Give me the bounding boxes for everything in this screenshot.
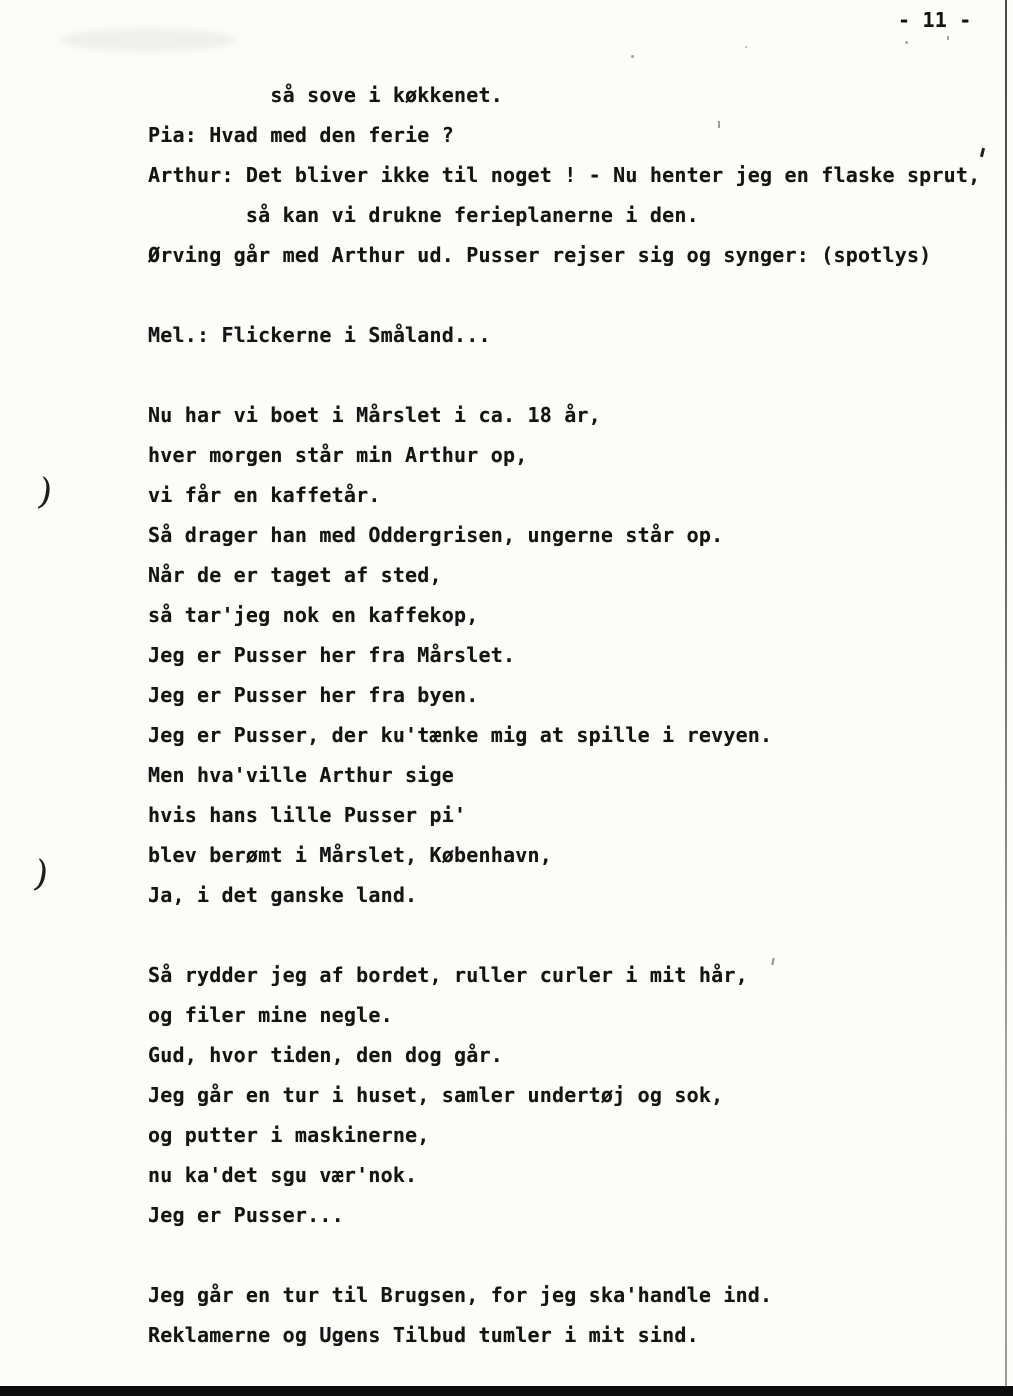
text-line: Jeg går en tur i huset, samler undertøj og sok, — [148, 1083, 724, 1107]
handwritten-paren-mark: ) — [34, 471, 56, 514]
text-line: Jeg er Pusser her fra byen. — [148, 683, 479, 707]
text-line: Ja, i det ganske land. — [148, 883, 418, 907]
text-line: Reklamerne og Ugens Tilbud tumler i mit sind. — [148, 1323, 699, 1347]
scan-speck — [905, 41, 908, 44]
scan-bottom-band — [0, 1386, 1013, 1396]
text-line: hver morgen står min Arthur op, — [148, 443, 528, 467]
text-line: Arthur: Det bliver ikke til noget ! - Nu henter jeg en flaske sprut, — [148, 163, 981, 187]
page-number: - 11 - — [898, 8, 972, 32]
text-line: Jeg er Pusser her fra Mårslet. — [148, 643, 516, 667]
scan-speck — [947, 36, 949, 40]
scanner-edge-line — [1005, 0, 1007, 1396]
text-line: og putter i maskinerne, — [148, 1123, 430, 1147]
text-body — [148, 75, 1008, 1395]
text-line: så kan vi drukne ferieplanerne i den. — [148, 203, 699, 227]
scan-smudge — [58, 28, 238, 52]
text-line: Jeg er Pusser... — [148, 1203, 344, 1227]
text-line: Når de er taget af sted, — [148, 563, 442, 587]
text-line: og filer mine negle. — [148, 1003, 393, 1027]
stanza — [148, 315, 1008, 355]
text-line: blev berømt i Mårslet, København, — [148, 843, 552, 867]
text-line: Pia: Hvad med den ferie ? — [148, 123, 455, 147]
stanza — [148, 75, 1008, 275]
scan-speck — [631, 55, 634, 58]
text-line: Så rydder jeg af bordet, ruller curler i mit hår, — [148, 963, 748, 987]
text-line: Men hva'ville Arthur sige — [148, 763, 455, 787]
handwritten-paren-mark: ) — [30, 853, 52, 896]
text-line: Jeg er Pusser, der ku'tænke mig at spille i revyen. — [148, 723, 773, 747]
text-line: Så drager han med Oddergrisen, ungerne står op. — [148, 523, 724, 547]
text-line: Mel.: Flickerne i Småland... — [148, 323, 491, 347]
text-line: så sove i køkkenet. — [148, 83, 503, 107]
text-line: Ørving går med Arthur ud. Pusser rejser sig og synger: (spotlys) — [148, 243, 932, 267]
text-line: Nu har vi boet i Mårslet i ca. 18 år, — [148, 403, 601, 427]
scan-speck — [718, 121, 720, 128]
text-line: Gud, hvor tiden, den dog går. — [148, 1043, 503, 1067]
stanza — [148, 395, 1008, 915]
text-line: nu ka'det sgu vær'nok. — [148, 1163, 418, 1187]
text-line: vi får en kaffetår. — [148, 483, 381, 507]
stanza — [148, 955, 1008, 1235]
stanza — [148, 1275, 1008, 1355]
text-line: hvis hans lille Pusser pi' — [148, 803, 467, 827]
scan-speck — [745, 46, 747, 48]
text-line: så tar'jeg nok en kaffekop, — [148, 603, 479, 627]
text-line: Jeg går en tur til Brugsen, for jeg ska'handle ind. — [148, 1283, 773, 1307]
